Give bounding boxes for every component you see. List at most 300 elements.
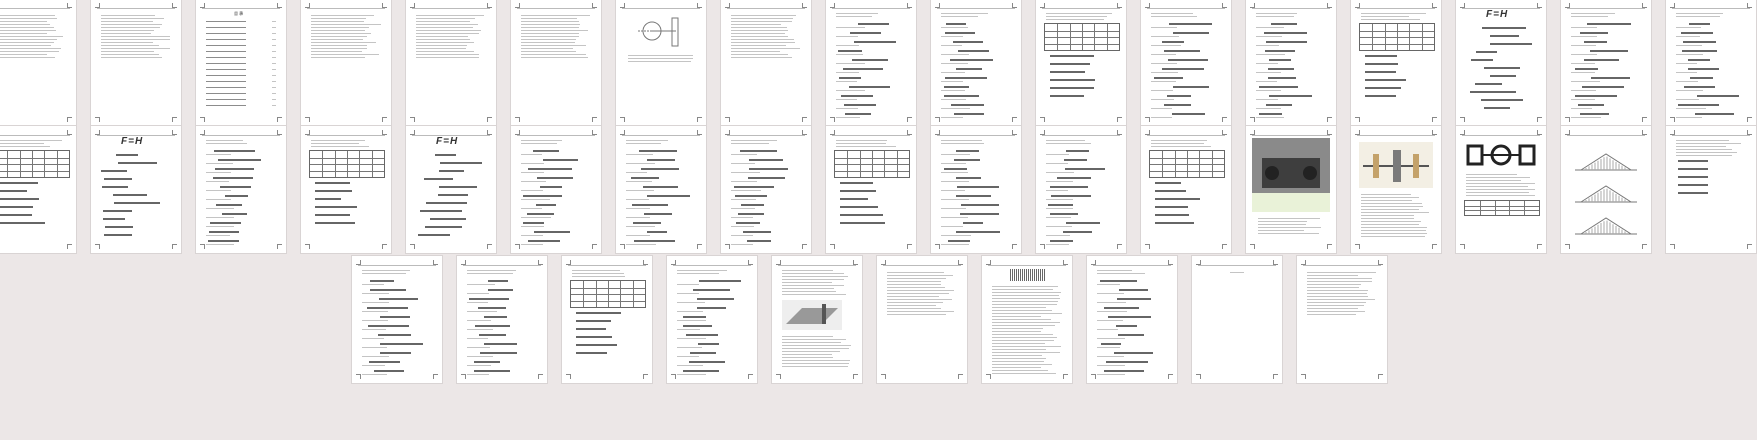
text-line <box>101 54 159 55</box>
equation <box>114 202 160 204</box>
crop-mark <box>620 244 625 249</box>
text-line <box>731 33 785 34</box>
page-thumbnail[interactable] <box>196 126 286 253</box>
text-line <box>1307 275 1358 276</box>
text-line <box>626 217 650 218</box>
text-line <box>941 108 970 109</box>
text-line <box>1097 270 1132 271</box>
page-thumbnail[interactable] <box>91 126 181 253</box>
page-thumbnail[interactable] <box>1351 126 1441 253</box>
page-thumbnail[interactable] <box>511 126 601 253</box>
toc-page-number <box>272 81 276 82</box>
text-line <box>731 163 755 164</box>
toc-entry <box>206 87 246 88</box>
text-line <box>206 208 234 209</box>
crop-mark <box>986 374 991 379</box>
text-line <box>1361 227 1427 228</box>
text-line <box>1676 63 1697 64</box>
text-line <box>626 235 650 236</box>
text-line <box>1676 152 1737 153</box>
equation <box>1114 352 1153 354</box>
text-line <box>887 311 954 312</box>
text-line <box>1676 45 1702 46</box>
header-rule <box>832 135 910 136</box>
text-line <box>521 172 544 173</box>
equation <box>1365 55 1397 57</box>
text-line <box>1046 199 1073 200</box>
text-line <box>836 13 878 14</box>
equation <box>953 41 983 43</box>
page-thumbnail[interactable] <box>406 126 496 253</box>
text-line <box>0 48 61 49</box>
equation <box>1678 104 1719 106</box>
equation <box>576 320 611 322</box>
text-line <box>992 349 1046 350</box>
text-line <box>992 358 1046 359</box>
text-line <box>992 295 1059 296</box>
equation <box>1269 95 1312 97</box>
crop-mark <box>697 244 702 249</box>
equation <box>631 177 659 179</box>
text-line <box>1097 347 1120 348</box>
text-line <box>1307 308 1358 309</box>
header-rule <box>1303 265 1381 266</box>
text-line <box>206 181 229 182</box>
text-line <box>521 143 557 144</box>
equation <box>1690 77 1712 79</box>
header-rule <box>307 8 385 9</box>
header-rule <box>1567 135 1645 136</box>
equation <box>1591 77 1630 79</box>
page-thumbnail[interactable] <box>826 126 916 253</box>
page-thumbnail[interactable] <box>406 0 496 126</box>
text-line <box>1256 54 1285 55</box>
crop-mark <box>1747 117 1752 122</box>
crop-mark <box>200 117 205 122</box>
text-line <box>1307 272 1376 273</box>
text-line <box>0 27 54 28</box>
text-line <box>0 57 55 58</box>
page-thumbnail[interactable] <box>1036 126 1126 253</box>
text-line <box>1307 302 1366 303</box>
equation <box>1582 86 1624 88</box>
text-line <box>836 36 858 37</box>
text-line <box>731 51 780 52</box>
text-line <box>1151 13 1193 14</box>
text-line <box>992 340 1054 341</box>
crop-mark <box>1460 117 1465 122</box>
text-line <box>101 36 170 37</box>
text-line <box>101 21 153 22</box>
text-line <box>1676 27 1701 28</box>
text-line <box>521 208 542 209</box>
text-line <box>206 244 234 245</box>
crop-mark <box>1301 374 1306 379</box>
equation <box>944 168 967 170</box>
text-line <box>1307 299 1375 300</box>
text-line <box>731 30 788 31</box>
equation <box>536 204 556 206</box>
page-thumbnail[interactable] <box>1141 0 1231 126</box>
equation <box>315 182 350 184</box>
text-line <box>782 288 834 289</box>
text-line <box>467 302 488 303</box>
text-line <box>941 27 968 28</box>
page-thumbnail[interactable] <box>1666 126 1756 253</box>
equation <box>697 298 734 300</box>
equation <box>743 231 771 233</box>
text-line <box>731 21 792 22</box>
formula-logo: F=H <box>1486 9 1509 20</box>
equation <box>749 168 788 170</box>
page-thumbnail[interactable] <box>0 0 76 126</box>
text-line <box>1466 192 1529 193</box>
text-line <box>362 302 389 303</box>
text-line <box>941 181 969 182</box>
page-thumbnail[interactable] <box>982 256 1072 383</box>
page-thumbnail[interactable] <box>457 256 547 383</box>
page-thumbnail[interactable] <box>1351 0 1441 126</box>
text-line <box>782 351 840 352</box>
photo-figure <box>1252 138 1330 212</box>
equation <box>469 298 509 300</box>
text-line <box>1676 108 1706 109</box>
text-line <box>311 54 379 55</box>
text-line <box>101 45 159 46</box>
page-thumbnail[interactable] <box>931 126 1021 253</box>
text-line <box>677 329 700 330</box>
page-thumbnail[interactable] <box>1246 0 1336 126</box>
page-thumbnail[interactable] <box>667 256 757 383</box>
equation <box>534 231 569 233</box>
text-line <box>311 33 371 34</box>
text-line <box>626 208 650 209</box>
crop-mark <box>935 244 940 249</box>
page-thumbnail[interactable] <box>1087 256 1177 383</box>
text-line <box>992 292 1061 293</box>
text-line <box>731 217 753 218</box>
text-line <box>782 279 844 280</box>
text-line <box>362 374 387 375</box>
page-thumbnail[interactable] <box>826 0 916 126</box>
equation <box>370 289 406 291</box>
equation <box>1100 280 1137 282</box>
equation <box>1066 150 1088 152</box>
text-line <box>206 226 234 227</box>
text-line <box>0 21 47 22</box>
header-rule <box>883 265 961 266</box>
text-line <box>628 55 693 56</box>
equation <box>1266 104 1292 106</box>
text-line <box>1256 27 1284 28</box>
page-thumbnail[interactable] <box>721 126 811 253</box>
text-line <box>1676 16 1720 17</box>
text-line <box>311 51 362 52</box>
equation <box>747 240 771 242</box>
text-line <box>887 278 946 279</box>
text-line <box>1676 36 1700 37</box>
crop-mark <box>697 117 702 122</box>
text-line <box>941 81 963 82</box>
header-rule <box>1357 8 1435 9</box>
equation <box>840 206 878 208</box>
page-thumbnail[interactable] <box>616 126 706 253</box>
equation <box>1688 59 1710 61</box>
text-line <box>1046 226 1072 227</box>
equation <box>1168 59 1208 61</box>
text-line <box>1258 233 1319 234</box>
crop-mark <box>305 117 310 122</box>
equation <box>438 194 468 196</box>
text-line <box>731 235 753 236</box>
text-line <box>0 39 57 40</box>
toc-page-number <box>272 51 276 52</box>
equation <box>220 186 251 188</box>
text-line <box>521 190 543 191</box>
equation <box>0 182 38 184</box>
header-rule <box>517 135 595 136</box>
equation <box>1050 186 1088 188</box>
crop-mark <box>1565 117 1570 122</box>
equation <box>369 361 400 363</box>
equation <box>749 159 783 161</box>
equation <box>693 289 730 291</box>
page-thumbnail[interactable] <box>1456 126 1546 253</box>
text-line <box>1097 302 1126 303</box>
text-line <box>362 347 387 348</box>
text-line <box>1571 16 1608 17</box>
crop-mark <box>748 374 753 379</box>
text-line <box>521 42 575 43</box>
equation <box>839 77 861 79</box>
page-thumbnail[interactable] <box>562 256 652 383</box>
text-line <box>731 42 795 43</box>
text-line <box>941 190 965 191</box>
equation <box>209 231 239 233</box>
text-line <box>1676 13 1723 14</box>
text-line <box>521 57 588 58</box>
text-line <box>1361 194 1411 195</box>
page-thumbnail[interactable] <box>1141 126 1231 253</box>
text-line <box>731 143 769 144</box>
equation <box>379 298 417 300</box>
header-rule <box>202 135 280 136</box>
text-line <box>677 273 719 274</box>
crop-mark <box>1670 117 1675 122</box>
text-line <box>992 367 1041 368</box>
text-line <box>941 63 968 64</box>
text-line <box>626 143 661 144</box>
page-thumbnail[interactable] <box>301 126 391 253</box>
page-thumbnail[interactable] <box>772 256 862 383</box>
crop-mark <box>410 117 415 122</box>
page-thumbnail[interactable] <box>196 0 286 126</box>
crop-mark <box>830 117 835 122</box>
text-line <box>1676 99 1699 100</box>
text-line <box>311 140 365 141</box>
crop-mark <box>410 244 415 249</box>
text-line <box>0 54 47 55</box>
text-line <box>0 33 47 34</box>
equation <box>1689 23 1710 25</box>
crop-mark <box>1145 117 1150 122</box>
text-line <box>1466 195 1535 196</box>
header-rule <box>412 8 490 9</box>
text-line <box>1676 90 1703 91</box>
text-line <box>626 190 654 191</box>
equation <box>845 113 871 115</box>
text-line <box>572 273 624 274</box>
page-thumbnail[interactable] <box>1246 126 1336 253</box>
page-thumbnail[interactable] <box>511 0 601 126</box>
table <box>0 150 70 178</box>
text-line <box>1097 320 1123 321</box>
text-line <box>0 146 50 147</box>
header-rule <box>832 8 910 9</box>
page-thumbnail[interactable] <box>1297 256 1387 383</box>
toc-page-number <box>272 33 276 34</box>
crop-mark <box>461 374 466 379</box>
text-line <box>731 199 756 200</box>
page-thumbnail[interactable] <box>1561 126 1651 253</box>
equation <box>956 195 990 197</box>
text-line <box>311 146 369 147</box>
text-line <box>1571 36 1597 37</box>
page-thumbnail[interactable] <box>0 126 76 253</box>
equation <box>1259 113 1282 115</box>
equation <box>956 68 983 70</box>
page-thumbnail[interactable] <box>721 0 811 126</box>
equation <box>425 226 462 228</box>
crop-mark <box>592 117 597 122</box>
text-line <box>1361 230 1426 231</box>
text-line <box>311 143 359 144</box>
page-thumbnail[interactable] <box>1666 0 1756 126</box>
text-line <box>467 329 493 330</box>
equation <box>1490 75 1516 77</box>
equation <box>1265 50 1295 52</box>
crop-mark <box>725 117 730 122</box>
equation <box>474 361 500 363</box>
equation <box>849 86 890 88</box>
equation <box>1101 343 1121 345</box>
text-line <box>1361 203 1422 204</box>
page-thumbnail[interactable] <box>877 256 967 383</box>
text-line <box>1307 305 1364 306</box>
equation <box>475 325 510 327</box>
equation <box>948 240 969 242</box>
page-thumbnail[interactable] <box>931 0 1021 126</box>
page-thumbnail[interactable] <box>616 0 706 126</box>
equation <box>1584 41 1607 43</box>
equation <box>1365 71 1396 73</box>
text-line <box>1361 206 1423 207</box>
text-line <box>1307 314 1356 315</box>
text-line <box>731 172 760 173</box>
page-thumbnail[interactable] <box>1192 256 1282 383</box>
crop-mark <box>881 374 886 379</box>
equation <box>208 240 239 242</box>
text-line <box>836 99 857 100</box>
text-line <box>782 360 850 361</box>
text-line <box>887 290 954 291</box>
crop-mark <box>67 117 72 122</box>
equation <box>105 226 133 228</box>
table <box>1044 23 1120 51</box>
page-thumbnail[interactable] <box>91 0 181 126</box>
crop-mark <box>1250 117 1255 122</box>
text-line <box>1307 287 1359 288</box>
crop-mark <box>725 244 730 249</box>
text-line <box>362 284 384 285</box>
page-thumbnail[interactable] <box>1456 0 1546 126</box>
text-line <box>941 72 965 73</box>
equation <box>960 213 998 215</box>
header-rule <box>202 8 280 9</box>
table <box>309 150 385 178</box>
toc-page-number <box>272 69 276 70</box>
text-line <box>836 90 865 91</box>
text-line <box>677 365 703 366</box>
text-line <box>731 24 781 25</box>
text-line <box>782 291 836 292</box>
text-line <box>1151 143 1204 144</box>
crop-mark <box>1222 117 1227 122</box>
equation <box>956 150 980 152</box>
text-line <box>206 172 231 173</box>
equation <box>741 204 765 206</box>
crop-mark <box>95 117 100 122</box>
equation <box>1678 168 1708 170</box>
equation <box>1266 41 1307 43</box>
text-line <box>101 27 160 28</box>
crop-mark <box>907 117 912 122</box>
equation <box>380 352 411 354</box>
page-thumbnail[interactable] <box>1561 0 1651 126</box>
text-line <box>521 18 577 19</box>
text-line <box>1230 272 1244 273</box>
table <box>570 280 646 308</box>
equation <box>945 32 975 34</box>
toc-entry <box>206 69 246 70</box>
text-line <box>941 90 965 91</box>
equation <box>641 168 679 170</box>
equation <box>1271 23 1297 25</box>
toc-entry <box>206 93 246 94</box>
text-line <box>1097 273 1145 274</box>
equation <box>1490 43 1532 45</box>
page-thumbnail[interactable] <box>1036 0 1126 126</box>
equation <box>1484 107 1510 109</box>
page-thumbnail[interactable] <box>352 256 442 383</box>
text-line <box>0 42 54 43</box>
text-line <box>677 311 703 312</box>
text-line <box>941 226 963 227</box>
text-line <box>1097 293 1124 294</box>
equation <box>1155 182 1181 184</box>
equation <box>647 231 667 233</box>
page-thumbnail[interactable] <box>301 0 391 126</box>
equation <box>858 23 889 25</box>
equation <box>644 213 673 215</box>
text-line <box>1571 13 1615 14</box>
text-line <box>1466 180 1521 181</box>
toc-entry <box>206 27 246 28</box>
equation <box>216 204 242 206</box>
equation <box>523 195 562 197</box>
text-line <box>626 154 653 155</box>
text-line <box>0 15 55 16</box>
